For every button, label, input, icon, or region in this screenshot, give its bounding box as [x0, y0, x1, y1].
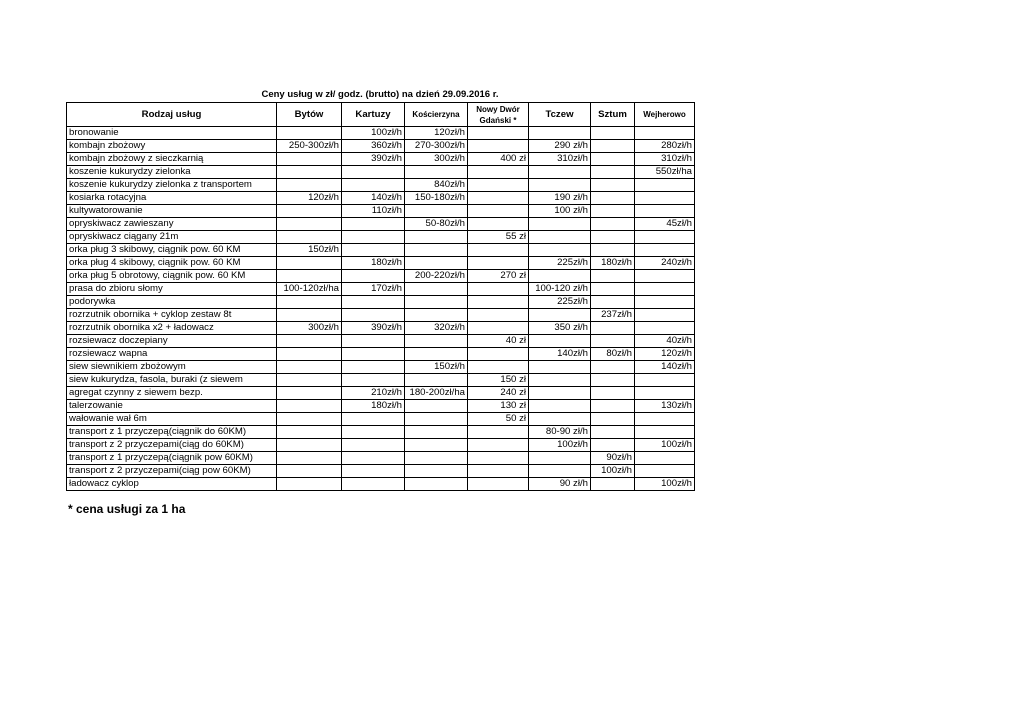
tczew-cell: [529, 218, 591, 231]
wejherowo-cell: [635, 465, 695, 478]
sztum-cell: [591, 478, 635, 491]
nowy-dwor-cell: 130 zł: [468, 400, 529, 413]
bytow-cell: [277, 374, 342, 387]
wejherowo-cell: [635, 322, 695, 335]
nowy-dwor-cell: 270 zł: [468, 270, 529, 283]
nowy-dwor-cell: [468, 426, 529, 439]
kartuzy-cell: [342, 413, 405, 426]
nowy-dwor-cell: [468, 322, 529, 335]
wejherowo-cell: [635, 192, 695, 205]
nowy-dwor-cell: [468, 361, 529, 374]
table-row: [67, 127, 695, 140]
kartuzy-cell: 140zł/h: [342, 192, 405, 205]
sztum-cell: [591, 400, 635, 413]
kartuzy-cell: 180zł/h: [342, 400, 405, 413]
wejherowo-cell: [635, 270, 695, 283]
sztum-cell: [591, 244, 635, 257]
service-name-cell: siew siewnikiem zbożowym: [67, 361, 277, 374]
column-header-sztum: Sztum: [591, 103, 635, 127]
wejherowo-cell: [635, 374, 695, 387]
tczew-cell: [529, 387, 591, 400]
koscierzyna-cell: [405, 374, 468, 387]
koscierzyna-cell: [405, 205, 468, 218]
koscierzyna-cell: 300zł/h: [405, 153, 468, 166]
nowy-dwor-cell: [468, 205, 529, 218]
column-header-tczew: Tczew: [529, 103, 591, 127]
koscierzyna-cell: 270-300zł/h: [405, 140, 468, 153]
nowy-dwor-cell: [468, 179, 529, 192]
tczew-cell: 100zł/h: [529, 439, 591, 452]
koscierzyna-cell: [405, 452, 468, 465]
service-name-cell: orka pług 4 skibowy, ciągnik pow. 60 KM: [67, 257, 277, 270]
tczew-cell: 100 zł/h: [529, 205, 591, 218]
service-name-cell: agregat czynny z siewem bezp.: [67, 387, 277, 400]
sztum-cell: [591, 283, 635, 296]
tczew-cell: [529, 452, 591, 465]
koscierzyna-cell: 50-80zł/h: [405, 218, 468, 231]
wejherowo-cell: 310zł/h: [635, 153, 695, 166]
tczew-cell: 90 zł/h: [529, 478, 591, 491]
bytow-cell: [277, 387, 342, 400]
sztum-cell: [591, 322, 635, 335]
table-row: [67, 218, 695, 231]
tczew-cell: 310zł/h: [529, 153, 591, 166]
kartuzy-cell: [342, 452, 405, 465]
bytow-cell: [277, 400, 342, 413]
service-name-cell: orka pług 3 skibowy, ciągnik pow. 60 KM: [67, 244, 277, 257]
table-row: [67, 374, 695, 387]
nowy-dwor-cell: [468, 478, 529, 491]
bytow-cell: [277, 270, 342, 283]
sztum-cell: [591, 127, 635, 140]
table-row: [67, 166, 695, 179]
footnote: * cena usługi za 1 ha: [68, 502, 186, 516]
tczew-cell: [529, 413, 591, 426]
service-name-cell: kultywatorowanie: [67, 205, 277, 218]
service-name-cell: opryskiwacz ciągany 21m: [67, 231, 277, 244]
bytow-cell: 100-120zł/ha: [277, 283, 342, 296]
nowy-dwor-cell: [468, 257, 529, 270]
tczew-cell: 225zł/h: [529, 296, 591, 309]
sztum-cell: [591, 439, 635, 452]
tczew-cell: [529, 270, 591, 283]
service-name-cell: bronowanie: [67, 127, 277, 140]
nowy-dwor-cell: [468, 348, 529, 361]
sztum-cell: [591, 387, 635, 400]
koscierzyna-cell: 150-180zł/h: [405, 192, 468, 205]
koscierzyna-cell: [405, 257, 468, 270]
service-name-cell: orka pług 5 obrotowy, ciągnik pow. 60 KM: [67, 270, 277, 283]
kartuzy-cell: [342, 426, 405, 439]
wejherowo-cell: 240zł/h: [635, 257, 695, 270]
service-name-cell: transport z 2 przyczepami(ciąg do 60KM): [67, 439, 277, 452]
sztum-cell: [591, 166, 635, 179]
bytow-cell: [277, 413, 342, 426]
koscierzyna-cell: [405, 413, 468, 426]
sztum-cell: 80zł/h: [591, 348, 635, 361]
bytow-cell: [277, 296, 342, 309]
koscierzyna-cell: [405, 166, 468, 179]
sztum-cell: [591, 413, 635, 426]
service-name-cell: ładowacz cyklop: [67, 478, 277, 491]
table-row: [67, 257, 695, 270]
wejherowo-cell: 280zł/h: [635, 140, 695, 153]
nowy-dwor-cell: 240 zł: [468, 387, 529, 400]
service-name-cell: transport z 1 przyczepą(ciągnik do 60KM): [67, 426, 277, 439]
bytow-cell: 120zł/h: [277, 192, 342, 205]
sztum-cell: [591, 153, 635, 166]
table-row: [67, 465, 695, 478]
sztum-cell: [591, 140, 635, 153]
service-name-cell: kosiarka rotacyjna: [67, 192, 277, 205]
sztum-cell: [591, 374, 635, 387]
tczew-cell: [529, 361, 591, 374]
bytow-cell: [277, 478, 342, 491]
table-row: [67, 270, 695, 283]
service-name-cell: podorywka: [67, 296, 277, 309]
tczew-cell: [529, 231, 591, 244]
bytow-cell: [277, 465, 342, 478]
table-row: [67, 244, 695, 257]
kartuzy-cell: [342, 374, 405, 387]
wejherowo-cell: [635, 231, 695, 244]
table-row: [67, 348, 695, 361]
sztum-cell: [591, 335, 635, 348]
wejherowo-cell: [635, 452, 695, 465]
wejherowo-cell: [635, 283, 695, 296]
nowy-dwor-cell: [468, 244, 529, 257]
tczew-cell: [529, 400, 591, 413]
sztum-cell: [591, 205, 635, 218]
wejherowo-cell: [635, 426, 695, 439]
service-name-cell: rozrzutnik obornika + cyklop zestaw 8t: [67, 309, 277, 322]
nowy-dwor-cell: 40 zł: [468, 335, 529, 348]
bytow-cell: [277, 439, 342, 452]
koscierzyna-cell: [405, 231, 468, 244]
bytow-cell: [277, 205, 342, 218]
kartuzy-cell: 110zł/h: [342, 205, 405, 218]
wejherowo-cell: [635, 244, 695, 257]
bytow-cell: [277, 335, 342, 348]
koscierzyna-cell: 320zł/h: [405, 322, 468, 335]
tczew-cell: [529, 335, 591, 348]
kartuzy-cell: 390zł/h: [342, 153, 405, 166]
service-name-cell: talerzowanie: [67, 400, 277, 413]
service-name-cell: kombajn zbożowy z sieczkarnią: [67, 153, 277, 166]
price-table-body: [67, 127, 695, 491]
kartuzy-cell: [342, 270, 405, 283]
table-row: [67, 192, 695, 205]
kartuzy-cell: [342, 465, 405, 478]
nowy-dwor-cell: [468, 127, 529, 140]
service-name-cell: transport z 2 przyczepami(ciąg pow 60KM): [67, 465, 277, 478]
koscierzyna-cell: [405, 465, 468, 478]
column-header-nowy-dwor: Nowy Dwór Gdański *: [468, 103, 529, 127]
wejherowo-cell: 130zł/h: [635, 400, 695, 413]
service-name-cell: rozsiewacz wapna: [67, 348, 277, 361]
nowy-dwor-cell: [468, 296, 529, 309]
sztum-cell: 100zł/h: [591, 465, 635, 478]
tczew-cell: 350 zł/h: [529, 322, 591, 335]
wejherowo-cell: 550zł/ha: [635, 166, 695, 179]
tczew-cell: 225zł/h: [529, 257, 591, 270]
table-row: [67, 296, 695, 309]
tczew-cell: [529, 127, 591, 140]
tczew-cell: 80-90 zł/h: [529, 426, 591, 439]
table-row: [67, 283, 695, 296]
nowy-dwor-cell: [468, 452, 529, 465]
koscierzyna-cell: 840zł/h: [405, 179, 468, 192]
table-row: [67, 439, 695, 452]
bytow-cell: 300zł/h: [277, 322, 342, 335]
sztum-cell: [591, 192, 635, 205]
kartuzy-cell: [342, 218, 405, 231]
tczew-cell: 290 zł/h: [529, 140, 591, 153]
bytow-cell: [277, 452, 342, 465]
table-row: [67, 179, 695, 192]
table-row: [67, 387, 695, 400]
sztum-cell: 180zł/h: [591, 257, 635, 270]
nowy-dwor-cell: [468, 439, 529, 452]
service-name-cell: kombajn zbożowy: [67, 140, 277, 153]
wejherowo-cell: 140zł/h: [635, 361, 695, 374]
koscierzyna-cell: 200-220zł/h: [405, 270, 468, 283]
koscierzyna-cell: [405, 478, 468, 491]
nowy-dwor-cell: [468, 309, 529, 322]
column-header-service: Rodzaj usług: [67, 103, 277, 127]
koscierzyna-cell: [405, 309, 468, 322]
koscierzyna-cell: 120zł/h: [405, 127, 468, 140]
table-row: [67, 231, 695, 244]
service-name-cell: prasa do zbioru słomy: [67, 283, 277, 296]
bytow-cell: [277, 426, 342, 439]
koscierzyna-cell: [405, 400, 468, 413]
kartuzy-cell: [342, 335, 405, 348]
table-row: [67, 361, 695, 374]
table-row: [67, 413, 695, 426]
koscierzyna-cell: [405, 335, 468, 348]
table-row: [67, 153, 695, 166]
table-row: [67, 335, 695, 348]
kartuzy-cell: [342, 439, 405, 452]
table-row: [67, 309, 695, 322]
column-header-wejherowo: Wejherowo: [635, 103, 695, 127]
bytow-cell: [277, 231, 342, 244]
service-name-cell: transport z 1 przyczepą(ciągnik pow 60KM): [67, 452, 277, 465]
kartuzy-cell: [342, 244, 405, 257]
service-name-cell: siew kukurydza, fasola, buraki (z siewem: [67, 374, 277, 387]
kartuzy-cell: [342, 361, 405, 374]
column-header-kartuzy: Kartuzy: [342, 103, 405, 127]
wejherowo-cell: 40zł/h: [635, 335, 695, 348]
service-name-cell: opryskiwacz zawieszany: [67, 218, 277, 231]
table-row: [67, 452, 695, 465]
bytow-cell: [277, 179, 342, 192]
bytow-cell: [277, 361, 342, 374]
koscierzyna-cell: [405, 348, 468, 361]
service-name-cell: rozrzutnik obornika x2 + ładowacz: [67, 322, 277, 335]
sztum-cell: [591, 179, 635, 192]
kartuzy-cell: 100zł/h: [342, 127, 405, 140]
nowy-dwor-cell: 50 zł: [468, 413, 529, 426]
bytow-cell: [277, 257, 342, 270]
tczew-cell: 140zł/h: [529, 348, 591, 361]
tczew-cell: 100-120 zł/h: [529, 283, 591, 296]
bytow-cell: [277, 348, 342, 361]
sztum-cell: [591, 361, 635, 374]
kartuzy-cell: 210zł/h: [342, 387, 405, 400]
tczew-cell: [529, 374, 591, 387]
bytow-cell: [277, 127, 342, 140]
wejherowo-cell: [635, 127, 695, 140]
column-header-koscierzyna: Kościerzyna: [405, 103, 468, 127]
wejherowo-cell: 100zł/h: [635, 439, 695, 452]
koscierzyna-cell: [405, 439, 468, 452]
kartuzy-cell: 170zł/h: [342, 283, 405, 296]
tczew-cell: [529, 465, 591, 478]
tczew-cell: [529, 179, 591, 192]
service-name-cell: wałowanie wał 6m: [67, 413, 277, 426]
nowy-dwor-cell: [468, 465, 529, 478]
sztum-cell: [591, 296, 635, 309]
nowy-dwor-cell: [468, 218, 529, 231]
column-header-bytow: Bytów: [277, 103, 342, 127]
nowy-dwor-cell: [468, 140, 529, 153]
table-row: [67, 140, 695, 153]
tczew-cell: [529, 244, 591, 257]
sztum-cell: [591, 426, 635, 439]
sztum-cell: 90zł/h: [591, 452, 635, 465]
wejherowo-cell: [635, 179, 695, 192]
table-title: Ceny usług w zł/ godz. (brutto) na dzień 29.09.2016 r.: [261, 89, 499, 100]
bytow-cell: [277, 309, 342, 322]
kartuzy-cell: [342, 478, 405, 491]
wejherowo-cell: 100zł/h: [635, 478, 695, 491]
wejherowo-cell: [635, 296, 695, 309]
nowy-dwor-cell: [468, 283, 529, 296]
service-name-cell: koszenie kukurydzy zielonka: [67, 166, 277, 179]
wejherowo-cell: [635, 387, 695, 400]
wejherowo-cell: 45zł/h: [635, 218, 695, 231]
bytow-cell: 150zł/h: [277, 244, 342, 257]
sztum-cell: [591, 218, 635, 231]
header-row: [67, 103, 695, 127]
koscierzyna-cell: 150zł/h: [405, 361, 468, 374]
koscierzyna-cell: [405, 283, 468, 296]
sztum-cell: 237zł/h: [591, 309, 635, 322]
koscierzyna-cell: [405, 426, 468, 439]
tczew-cell: 190 zł/h: [529, 192, 591, 205]
nowy-dwor-cell: 400 zł: [468, 153, 529, 166]
table-row: [67, 426, 695, 439]
wejherowo-cell: [635, 309, 695, 322]
wejherowo-cell: [635, 205, 695, 218]
kartuzy-cell: [342, 348, 405, 361]
nowy-dwor-cell: [468, 166, 529, 179]
table-row: [67, 478, 695, 491]
kartuzy-cell: [342, 309, 405, 322]
kartuzy-cell: [342, 296, 405, 309]
koscierzyna-cell: 180-200zł/ha: [405, 387, 468, 400]
tczew-cell: [529, 166, 591, 179]
bytow-cell: [277, 153, 342, 166]
kartuzy-cell: 360zł/h: [342, 140, 405, 153]
sztum-cell: [591, 231, 635, 244]
nowy-dwor-cell: [468, 192, 529, 205]
koscierzyna-cell: [405, 296, 468, 309]
kartuzy-cell: [342, 231, 405, 244]
kartuzy-cell: [342, 166, 405, 179]
sztum-cell: [591, 270, 635, 283]
bytow-cell: [277, 218, 342, 231]
nowy-dwor-cell: 55 zł: [468, 231, 529, 244]
nowy-dwor-cell: 150 zł: [468, 374, 529, 387]
bytow-cell: 250-300zł/h: [277, 140, 342, 153]
wejherowo-cell: [635, 413, 695, 426]
koscierzyna-cell: [405, 244, 468, 257]
bytow-cell: [277, 166, 342, 179]
table-row: [67, 205, 695, 218]
table-row: [67, 322, 695, 335]
kartuzy-cell: 180zł/h: [342, 257, 405, 270]
wejherowo-cell: 120zł/h: [635, 348, 695, 361]
service-name-cell: koszenie kukurydzy zielonka z transportem: [67, 179, 277, 192]
tczew-cell: [529, 309, 591, 322]
kartuzy-cell: [342, 179, 405, 192]
table-row: [67, 400, 695, 413]
kartuzy-cell: 390zł/h: [342, 322, 405, 335]
price-table: [66, 102, 695, 491]
service-name-cell: rozsiewacz doczepiany: [67, 335, 277, 348]
